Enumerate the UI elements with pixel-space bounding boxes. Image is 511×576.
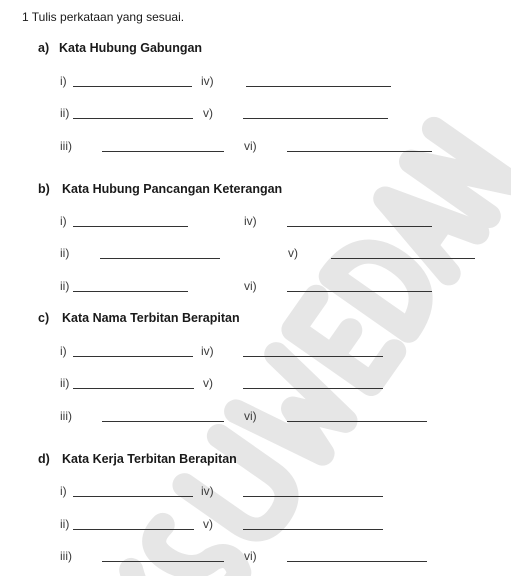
item-label: i): [60, 74, 67, 88]
item-label: vi): [244, 279, 257, 293]
item-label: vi): [244, 139, 257, 153]
answer-line[interactable]: [102, 421, 224, 422]
answer-line[interactable]: [73, 529, 194, 530]
answer-line[interactable]: [243, 388, 383, 389]
answer-line[interactable]: [102, 151, 224, 152]
item-label: i): [60, 344, 67, 358]
item-label: ii): [60, 106, 70, 120]
section-b-title: Kata Hubung Pancangan Keterangan: [62, 182, 283, 196]
item-label: ii): [60, 246, 70, 260]
answer-line[interactable]: [287, 561, 427, 562]
item-label: v): [203, 376, 213, 390]
answer-line[interactable]: [287, 151, 432, 152]
item-label: iii): [60, 409, 72, 423]
item-label: iii): [60, 139, 72, 153]
item-label: iv): [201, 74, 214, 88]
section-c-heading: c): [38, 311, 50, 325]
answer-line[interactable]: [73, 86, 192, 87]
item-label: v): [203, 106, 213, 120]
answer-line[interactable]: [243, 118, 388, 119]
item-label: v): [288, 246, 298, 260]
section-a-title: Kata Hubung Gabungan: [59, 41, 203, 55]
item-label: iv): [201, 344, 214, 358]
item-label: i): [60, 484, 67, 498]
answer-line[interactable]: [287, 421, 427, 422]
answer-line[interactable]: [73, 388, 194, 389]
section-a-heading: a): [38, 41, 50, 55]
section-d-heading: d): [38, 452, 50, 466]
answer-line[interactable]: [102, 561, 224, 562]
answer-line[interactable]: [246, 86, 391, 87]
item-label: iii): [60, 549, 72, 563]
item-label: ii): [60, 517, 70, 531]
item-label: iv): [201, 484, 214, 498]
item-label: ii): [60, 279, 70, 293]
item-label: iv): [244, 214, 257, 228]
item-label: ii): [60, 376, 70, 390]
answer-line[interactable]: [73, 226, 188, 227]
answer-line[interactable]: [73, 118, 193, 119]
answer-line[interactable]: [243, 529, 383, 530]
answer-line[interactable]: [243, 496, 383, 497]
answer-line[interactable]: [287, 291, 432, 292]
section-c-title: Kata Nama Terbitan Berapitan: [62, 311, 240, 325]
item-label: vi): [244, 409, 257, 423]
answer-line[interactable]: [100, 258, 220, 259]
answer-line[interactable]: [73, 291, 188, 292]
answer-line[interactable]: [331, 258, 475, 259]
item-label: v): [203, 517, 213, 531]
answer-line[interactable]: [73, 496, 193, 497]
answer-line[interactable]: [243, 356, 383, 357]
item-label: vi): [244, 549, 257, 563]
instruction-text: 1 Tulis perkataan yang sesuai.: [22, 10, 185, 24]
answer-line[interactable]: [73, 356, 193, 357]
answer-line[interactable]: [287, 226, 432, 227]
section-b-heading: b): [38, 182, 50, 196]
item-label: i): [60, 214, 67, 228]
section-d-title: Kata Kerja Terbitan Berapitan: [62, 452, 237, 466]
